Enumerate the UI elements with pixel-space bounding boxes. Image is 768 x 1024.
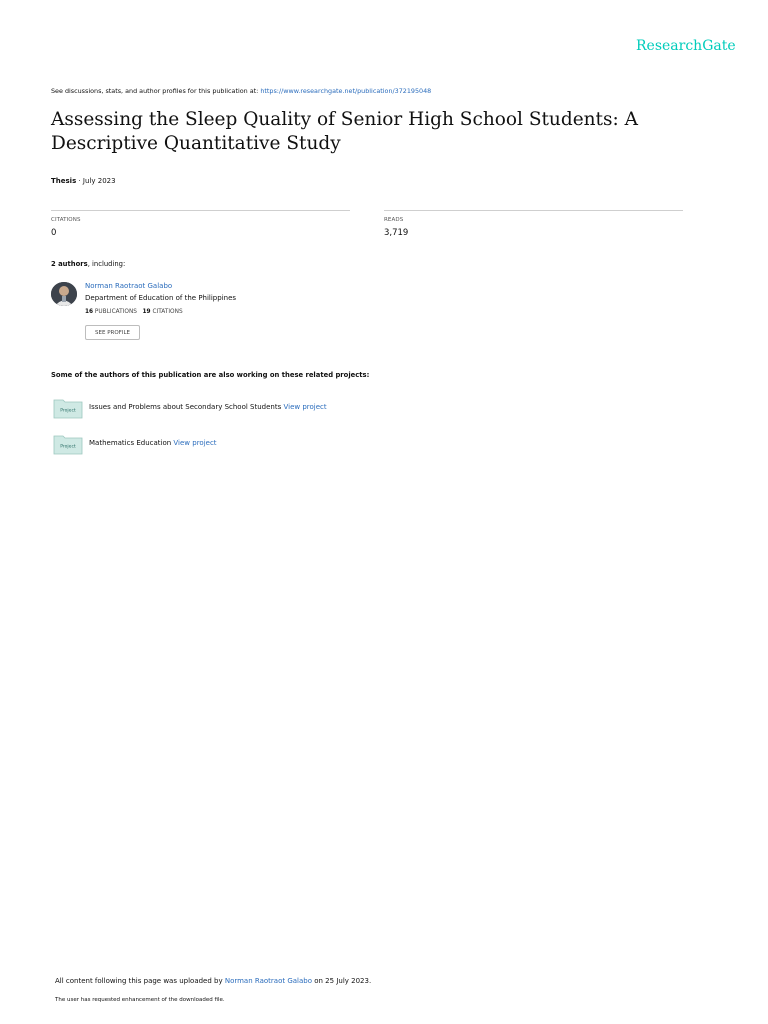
reads-value: 3,719 bbox=[384, 228, 409, 238]
uploader-link[interactable]: Norman Raotraot Galabo bbox=[224, 977, 313, 985]
project-name: Mathematics Education bbox=[89, 439, 172, 447]
discussion-line bbox=[51, 87, 431, 95]
authors-suffix: , including: bbox=[87, 260, 126, 268]
upload-note bbox=[55, 977, 371, 985]
citations-label: CITATIONS bbox=[51, 217, 81, 223]
project-icon-label: Project bbox=[60, 444, 76, 450]
upload-prefix: All content following this page was uploaded by bbox=[55, 977, 225, 985]
publication-date: · July 2023 bbox=[76, 177, 116, 185]
citations-value: 0 bbox=[51, 228, 57, 238]
enhancement-note: The user has requested enhancement of the downloaded file. bbox=[55, 997, 225, 1003]
publication-meta bbox=[51, 177, 116, 185]
authors-header bbox=[51, 260, 125, 268]
project-folder-icon bbox=[53, 397, 83, 419]
author-citations-label: CITATIONS bbox=[152, 309, 183, 315]
author-citations-count: 19 bbox=[142, 309, 151, 315]
project-item bbox=[89, 403, 327, 411]
author-department: Department of Education of the Philippines bbox=[85, 294, 237, 302]
project-folder-icon bbox=[53, 433, 83, 455]
view-project-link[interactable]: View project bbox=[173, 439, 217, 447]
project-icon-label: Project bbox=[60, 408, 76, 414]
upload-suffix: on 25 July 2023. bbox=[312, 977, 372, 985]
publication-type: Thesis bbox=[51, 177, 77, 185]
author-publications-count: 16 bbox=[85, 309, 94, 315]
reads-label: READS bbox=[384, 217, 404, 223]
see-profile-button[interactable]: SEE PROFILE bbox=[85, 325, 140, 340]
view-project-link[interactable]: View project bbox=[283, 403, 327, 411]
related-projects-header: Some of the authors of this publication are also working on these related projects: bbox=[51, 371, 370, 379]
publication-title: Assessing the Sleep Quality of Senior High School Students: A Descriptive Quantitative Study bbox=[51, 109, 638, 154]
publication-url-link[interactable]: https://www.researchgate.net/publication/372195048 bbox=[260, 87, 432, 95]
researchgate-logo[interactable]: ResearchGate bbox=[636, 38, 736, 54]
citations-divider bbox=[51, 210, 350, 211]
reads-divider bbox=[384, 210, 683, 211]
author-avatar[interactable] bbox=[51, 282, 77, 306]
avatar-photo-icon bbox=[51, 282, 77, 306]
author-stats bbox=[85, 309, 183, 315]
author-name-link[interactable]: Norman Raotraot Galabo bbox=[85, 282, 173, 290]
authors-count: 2 authors bbox=[51, 260, 88, 268]
discussion-prefix: See discussions, stats, and author profiles for this publication at: bbox=[51, 87, 261, 95]
author-publications-label: PUBLICATIONS bbox=[94, 309, 137, 315]
project-name: Issues and Problems about Secondary School Students bbox=[89, 403, 282, 411]
project-item bbox=[89, 439, 217, 447]
